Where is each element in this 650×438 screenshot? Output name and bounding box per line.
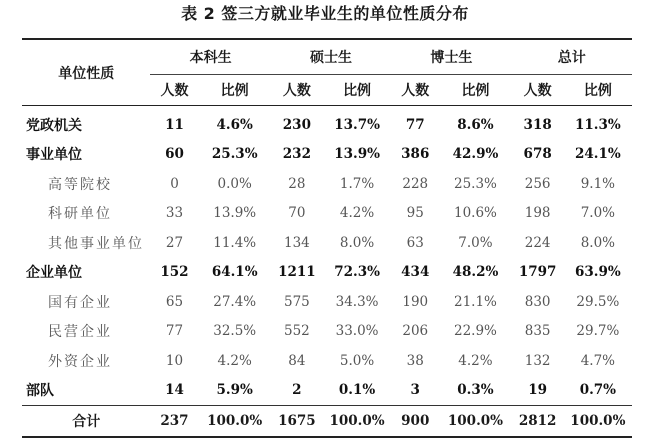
cell-count: 63	[406, 234, 424, 251]
cell-ratio: 5.0%	[339, 352, 375, 369]
cell-ratio: 34.3%	[335, 293, 379, 310]
row-label: 事业单位	[26, 147, 82, 164]
cell-ratio: 42.9%	[452, 146, 499, 163]
cell-count: 65	[165, 293, 184, 310]
cell-count: 33	[165, 205, 184, 222]
cell-count: 27	[165, 234, 184, 251]
cell-ratio: 0.1%	[338, 382, 376, 399]
cell-ratio: 11.3%	[575, 116, 621, 133]
cell-count: 230	[282, 116, 311, 133]
table-row	[22, 406, 632, 438]
distribution-table	[22, 38, 632, 438]
cell-count: 2812	[512, 406, 564, 438]
cell-count: 575	[283, 293, 310, 310]
cell-ratio: 4.2%	[217, 352, 252, 369]
cell-ratio: 9.1%	[580, 175, 616, 192]
cell-ratio: 13.9%	[213, 205, 257, 222]
cell-ratio: 7.0%	[580, 205, 616, 222]
row-label: 科研单位	[48, 206, 112, 223]
cell-ratio: 7.0%	[458, 234, 493, 251]
cell-ratio: 0.0%	[217, 175, 252, 192]
cell-ratio: 5.9%	[216, 382, 253, 399]
cell-ratio: 33.0%	[335, 323, 379, 340]
header-ratio: 比例	[323, 75, 391, 106]
header-ratio: 比例	[439, 75, 511, 106]
cell-ratio: 0.7%	[579, 382, 617, 399]
row-label: 合计	[22, 406, 150, 438]
cell-count: 237	[150, 406, 198, 438]
table-body	[22, 106, 632, 438]
header-group-master: 硕士生	[271, 39, 391, 75]
cell-ratio: 4.6%	[216, 116, 253, 133]
cell-count: 70	[288, 205, 306, 222]
table-row	[22, 106, 632, 140]
cell-count: 38	[406, 352, 424, 369]
header-group-doctor: 博士生	[391, 39, 511, 75]
cell-ratio: 48.2%	[452, 264, 499, 281]
cell-count: 152	[160, 264, 189, 281]
table-title: 表 2 签三方就业毕业生的单位性质分布	[181, 4, 469, 23]
cell-ratio: 0.3%	[457, 382, 494, 399]
cell-count: 434	[401, 264, 430, 281]
header-count: 人数	[150, 75, 198, 106]
header-group-total: 总计	[512, 39, 632, 75]
row-label: 党政机关	[26, 117, 82, 134]
cell-ratio: 72.3%	[334, 264, 380, 281]
cell-count: 198	[524, 205, 551, 222]
cell-count: 1797	[518, 264, 557, 281]
row-label: 高等院校	[48, 176, 112, 193]
table-row	[22, 199, 632, 229]
cell-ratio: 4.7%	[580, 352, 616, 369]
table-row	[22, 140, 632, 170]
cell-count: 1211	[278, 264, 316, 281]
cell-ratio: 10.6%	[454, 205, 497, 222]
cell-count: 134	[283, 234, 310, 251]
cell-ratio: 25.3%	[454, 175, 497, 192]
cell-count: 552	[283, 323, 310, 340]
table-row	[22, 346, 632, 376]
cell-ratio: 100.0%	[439, 406, 511, 438]
header-ratio: 比例	[199, 75, 271, 106]
header-group-undergrad: 本科生	[150, 39, 270, 75]
table-row	[22, 258, 632, 288]
cell-count: 77	[165, 323, 184, 340]
cell-ratio: 8.0%	[339, 234, 375, 251]
header-count: 人数	[512, 75, 564, 106]
cell-count: 19	[528, 382, 548, 399]
cell-ratio: 29.7%	[576, 323, 620, 340]
cell-count: 0	[170, 175, 179, 192]
cell-count: 2	[292, 382, 302, 399]
header-row-groups	[22, 39, 632, 75]
cell-ratio: 32.5%	[213, 323, 257, 340]
cell-ratio: 64.1%	[211, 264, 258, 281]
cell-ratio: 4.2%	[339, 205, 375, 222]
cell-ratio: 100.0%	[564, 406, 632, 438]
cell-ratio: 11.4%	[213, 234, 257, 251]
cell-count: 77	[405, 116, 425, 133]
cell-count: 900	[391, 406, 439, 438]
cell-count: 224	[524, 234, 551, 251]
header-count: 人数	[391, 75, 439, 106]
cell-ratio: 4.2%	[458, 352, 493, 369]
table-row	[22, 287, 632, 317]
cell-ratio: 8.0%	[580, 234, 616, 251]
cell-count: 206	[402, 323, 429, 340]
cell-count: 3	[410, 382, 420, 399]
cell-ratio: 21.1%	[454, 293, 497, 310]
cell-count: 132	[524, 352, 551, 369]
table-row	[22, 169, 632, 199]
cell-count: 318	[523, 116, 552, 133]
cell-count: 190	[402, 293, 429, 310]
cell-ratio: 22.9%	[454, 323, 497, 340]
cell-ratio: 27.4%	[213, 293, 257, 310]
cell-ratio: 63.9%	[575, 264, 621, 281]
row-label: 企业单位	[26, 265, 82, 282]
cell-ratio: 13.9%	[334, 146, 380, 163]
row-label: 国有企业	[48, 294, 112, 311]
cell-count: 386	[401, 146, 430, 163]
cell-count: 835	[524, 323, 551, 340]
header-ratio: 比例	[564, 75, 632, 106]
cell-count: 256	[524, 175, 551, 192]
table-row	[22, 228, 632, 258]
header-unit-type: 单位性质	[22, 39, 150, 106]
cell-count: 14	[165, 382, 184, 399]
cell-count: 10	[165, 352, 184, 369]
cell-ratio: 100.0%	[199, 406, 271, 438]
cell-ratio: 8.6%	[457, 116, 494, 133]
cell-count: 830	[524, 293, 551, 310]
cell-count: 84	[288, 352, 306, 369]
cell-ratio: 13.7%	[334, 116, 380, 133]
cell-count: 28	[288, 175, 306, 192]
header-count: 人数	[271, 75, 323, 106]
row-label: 其他事业单位	[48, 235, 144, 252]
row-label: 部队	[26, 383, 54, 400]
cell-count: 11	[165, 116, 184, 133]
row-label: 外资企业	[48, 353, 112, 370]
row-label: 民营企业	[48, 324, 112, 341]
cell-ratio: 1.7%	[339, 175, 375, 192]
cell-count: 95	[406, 205, 424, 222]
cell-count: 678	[523, 146, 552, 163]
cell-ratio: 29.5%	[576, 293, 620, 310]
table-row	[22, 317, 632, 347]
cell-ratio: 100.0%	[323, 406, 391, 438]
cell-count: 228	[402, 175, 429, 192]
table-row	[22, 376, 632, 406]
cell-ratio: 24.1%	[575, 146, 621, 163]
cell-count: 232	[282, 146, 311, 163]
cell-ratio: 25.3%	[211, 146, 258, 163]
cell-count: 1675	[271, 406, 323, 438]
cell-count: 60	[165, 146, 184, 163]
